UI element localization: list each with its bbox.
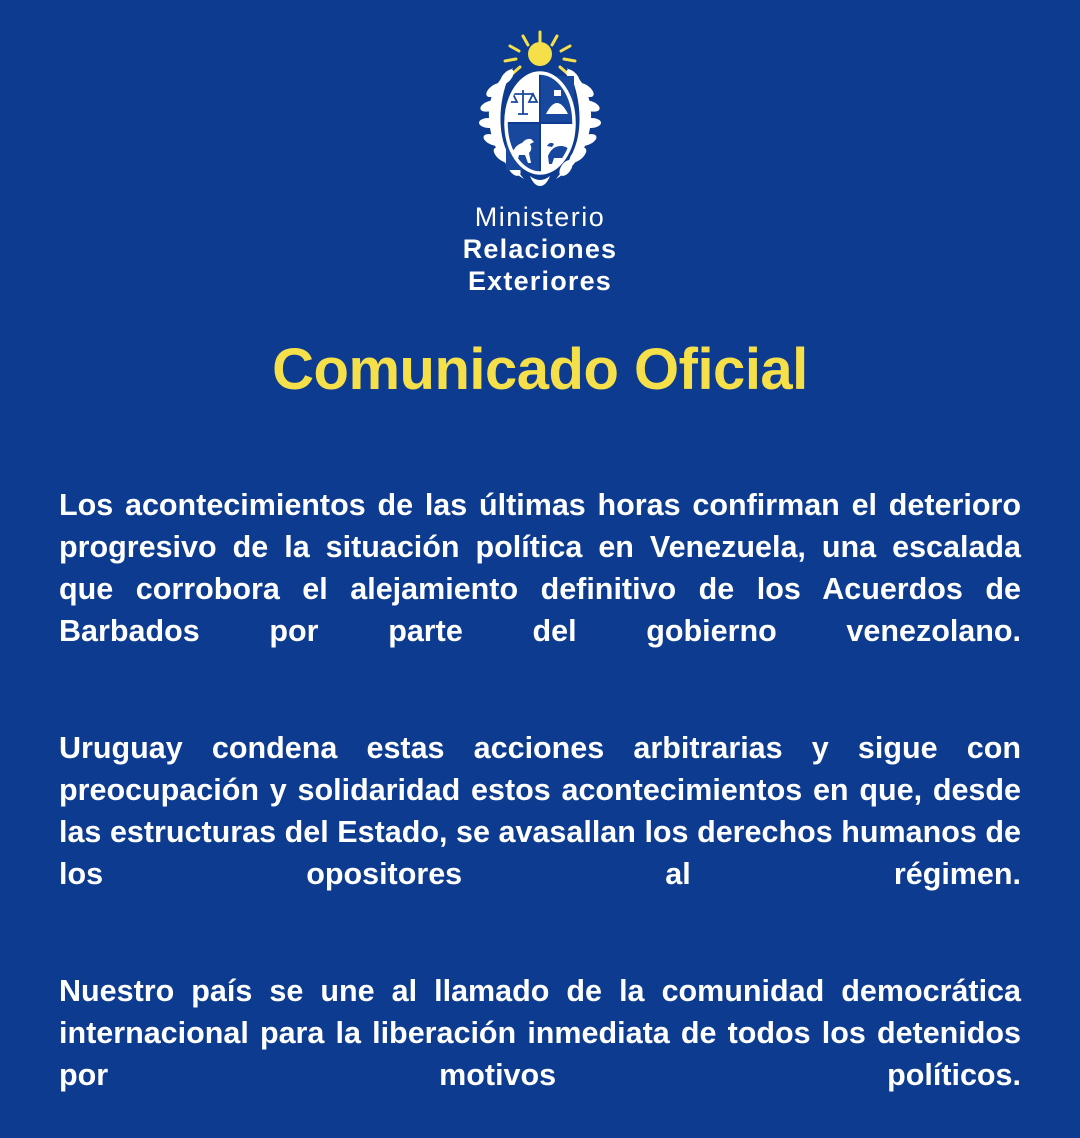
statement-paragraph: Nuestro país se une al llamado de la comunidad democrática internacional para la liberación inmediata de todos los detenidos por motivos políticos. [59,974,1021,1092]
ministry-line-1: Ministerio [474,202,606,232]
coat-of-arms-icon [450,28,630,198]
statement-body [59,485,1021,1138]
ministry-line-3: Exteriores [467,265,613,296]
ministry-wordmark [463,202,618,298]
statement-paragraph: Los acontecimientos de las últimas horas confirman el deterioro progresivo de la situación política en Venezuela, una escalada que corrobora el alejamiento definitivo de los Acuerdos de Barbados por parte del gobierno venezolano. [59,488,1021,648]
statement-paragraph: Uruguay condena estas acciones arbitrarias y sigue con preocupación y solidaridad estos acontecimientos en que, desde las estructuras del Estado, se avasallan los derechos humanos de los opositores al régimen. [59,731,1021,891]
page-title: Comunicado Oficial [272,336,808,402]
ministry-line-2: Relaciones [462,233,618,264]
